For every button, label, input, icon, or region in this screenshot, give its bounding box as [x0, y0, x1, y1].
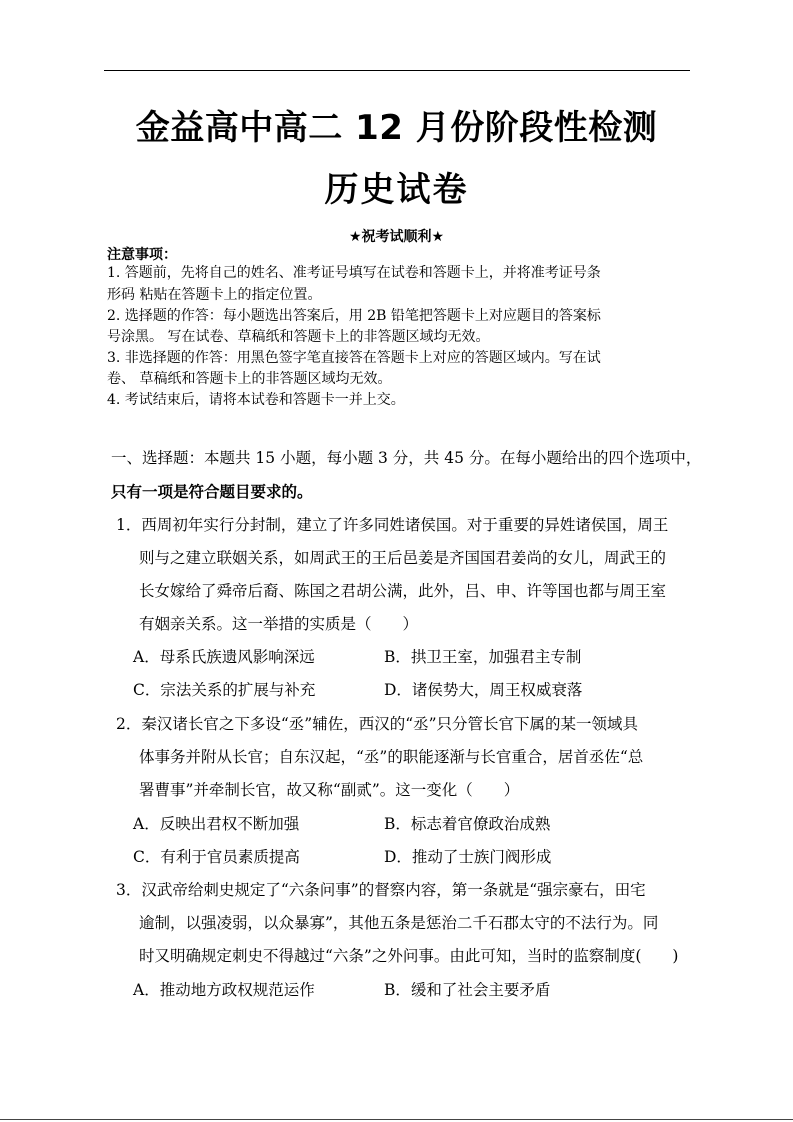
- blessing-line: ★祝考试顺利★: [348, 229, 445, 245]
- q1-option-b[interactable]: B．拱卫王室，加强君主专制: [384, 648, 582, 666]
- q3-option-a[interactable]: A．推动地方政权规范运作: [133, 981, 315, 999]
- q2-option-a[interactable]: A．反映出君权不断加强: [133, 815, 300, 833]
- top-rule: [104, 70, 690, 71]
- q3-stem-line-3: 时又明确规定刺史不得越过“六条”之外问事。由此可知，当时的监察制度( ): [139, 947, 679, 965]
- q1-stem-line-3: 长女嫁给了舜帝后裔、陈国之君胡公满，此外，吕、申、许等国也都与周王室: [139, 582, 667, 600]
- q2-stem-line-2: 体事务并附从长官；自东汉起，“丞”的职能逐渐与长官重合，居首丞佐“总: [139, 748, 644, 766]
- note-line-2: 形码 粘贴在答题卡上的指定位置。: [107, 287, 322, 303]
- q2-option-c[interactable]: C．有利于官员素质提高: [133, 848, 300, 866]
- q1-stem-line-1: 1．西周初年实行分封制，建立了许多同姓诸侯国。对于重要的异姓诸侯国，周王: [116, 516, 669, 534]
- q1-stem-line-4: 有姻亲关系。这一举措的实质是（ ）: [139, 615, 419, 633]
- q1-option-d[interactable]: D．诸侯势大，周王权威衰落: [384, 681, 583, 699]
- q3-stem-line-2: 逾制，以强凌弱，以众暴寡”，其他五条是惩治二千石郡太守的不法行为。同: [139, 914, 659, 932]
- q1-option-c[interactable]: C．宗法关系的扩展与补充: [133, 681, 316, 699]
- q1-option-a[interactable]: A．母系氏族遗风影响深远: [133, 648, 315, 666]
- section-intro-bold: 只有一项是符合题目要求的。: [111, 483, 313, 501]
- note-line-4: 号涂黑。 写在试卷、草稿纸和答题卡上的非答题区域均无效。: [107, 329, 490, 345]
- note-line-1: 1. 答题前，先将自己的姓名、准考证号填写在试卷和答题卡上，并将准考证号条: [107, 265, 601, 281]
- section-intro: 一、选择题：本题共 15 小题，每小题 3 分，共 45 分。在每小题给出的四个选项中，: [111, 449, 702, 467]
- page-bottom-edge: [0, 1119, 793, 1120]
- q3-stem-line-1: 3．汉武帝给刺史规定了“六条问事”的督察内容，第一条就是“强宗豪右，田宅: [116, 881, 646, 899]
- exam-subject-title: 历史试卷: [324, 170, 469, 210]
- q2-stem-line-1: 2．秦汉诸长官之下多设“丞”辅佐，西汉的“丞”只分管长官下属的某一领域具: [116, 715, 639, 733]
- exam-title: 金益高中高二 12 月份阶段性检测: [135, 108, 658, 148]
- note-line-3: 2. 选择题的作答：每小题选出答案后，用 2B 铅笔把答题卡上对应题目的答案标: [107, 308, 601, 324]
- note-line-6: 卷、 草稿纸和答题卡上的非答题区域均无效。: [107, 371, 392, 387]
- q3-option-b[interactable]: B．缓和了社会主要矛盾: [384, 981, 551, 999]
- q1-stem-line-2: 则与之建立联姻关系，如周武王的王后邑姜是齐国国君姜尚的女儿，周武王的: [139, 549, 667, 567]
- q2-option-d[interactable]: D．推动了士族门阀形成: [384, 848, 552, 866]
- notes-heading: 注意事项：: [107, 247, 177, 263]
- q2-stem-line-3: 署曹事”并牵制长官，故又称“副贰”。这一变化（ ）: [139, 781, 520, 799]
- note-line-5: 3. 非选择题的作答：用黑色签字笔直接答在答题卡上对应的答题区域内。写在试: [107, 350, 601, 366]
- note-line-7: 4. 考试结束后，请将本试卷和答题卡一并上交。: [107, 392, 405, 408]
- q2-option-b[interactable]: B．标志着官僚政治成熟: [384, 815, 551, 833]
